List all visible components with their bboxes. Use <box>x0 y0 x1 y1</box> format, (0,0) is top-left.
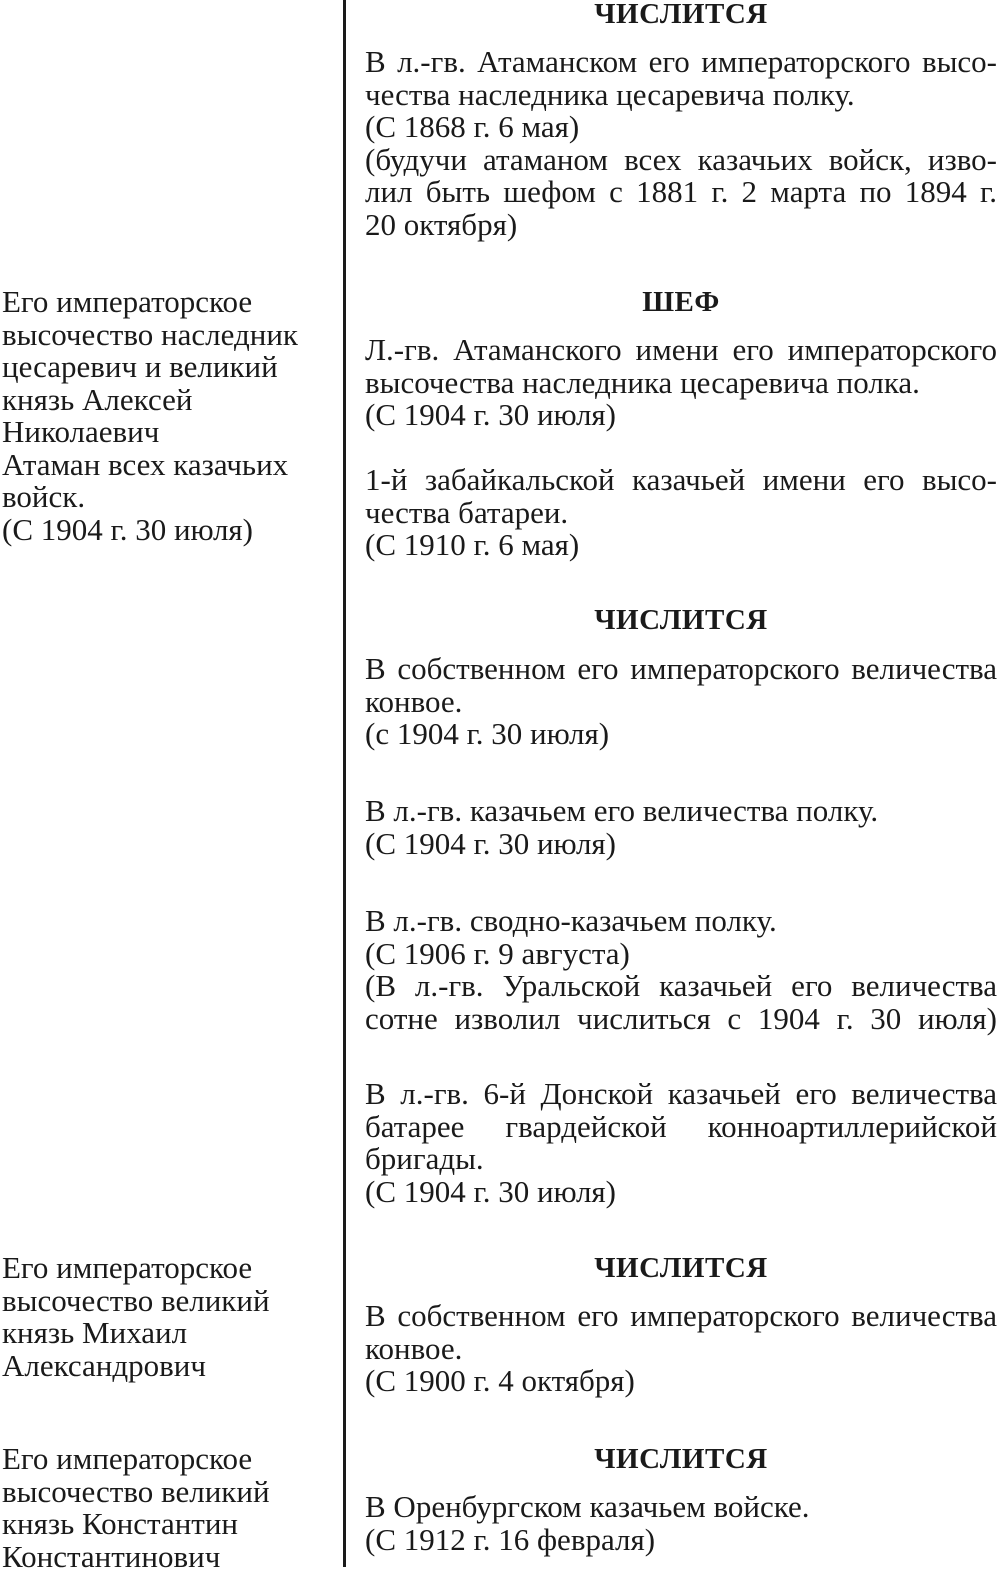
section-heading-chislitsya: ЧИСЛИТСЯ <box>594 0 768 30</box>
record-line: (В л.-гв. Уральской казачьей его величества <box>365 968 997 1003</box>
record-line: В собственном его императорского величества <box>365 1298 997 1333</box>
section-heading-chislitsya: ЧИСЛИТСЯ <box>594 1252 768 1284</box>
service-record <box>365 905 997 1035</box>
record-line: (с 1904 г. 30 июля) <box>365 716 610 751</box>
service-record <box>365 334 997 432</box>
record-line: В собственном его императорского величества <box>365 651 997 686</box>
record-line: (С 1912 г. 16 февраля) <box>365 1521 656 1557</box>
record-line: сотне изволил числиться с 1904 г. 30 июля) <box>365 1000 997 1036</box>
person-line: князь Михаил <box>2 1315 188 1350</box>
service-record <box>365 653 997 751</box>
record-line: В л.-гв. Атаманском его императорского высо- <box>365 44 997 79</box>
record-line: высочества наследника цесаревича полка. <box>365 364 920 400</box>
record-line: (С 1906 г. 9 августа) <box>365 935 630 971</box>
person-line: Александрович <box>2 1347 206 1383</box>
record-line: конвое. <box>365 1330 463 1366</box>
record-line: В л.-гв. 6-й Донской казачьей его величества <box>365 1076 997 1111</box>
person-line: войск. <box>2 479 86 514</box>
section-heading-shef: ШЕФ <box>642 286 720 318</box>
record-line: (С 1868 г. 6 мая) <box>365 109 580 144</box>
record-line: 20 октября) <box>365 206 518 242</box>
record-line: бригады. <box>365 1141 484 1176</box>
service-record <box>365 1300 997 1398</box>
person-line: (С 1904 г. 30 июля) <box>2 511 253 547</box>
service-record <box>365 46 997 241</box>
service-record <box>365 795 997 860</box>
person-entry-aleksei <box>2 286 332 546</box>
record-line: (будучи атаманом всех казачьих войск, изво- <box>365 141 997 177</box>
record-line: конвое. <box>365 683 463 719</box>
person-line: высочество великий <box>2 1282 270 1318</box>
person-entry-konstantin <box>2 1443 332 1573</box>
service-record <box>365 1078 997 1208</box>
person-line: Его императорское <box>2 1250 253 1285</box>
record-line: (С 1904 г. 30 июля) <box>365 1173 616 1209</box>
person-line: Константинович <box>2 1538 221 1574</box>
person-line: высочество великий <box>2 1473 270 1509</box>
record-line: (С 1904 г. 30 июля) <box>365 397 616 432</box>
record-line: В л.-гв. сводно-казачьем полку. <box>365 903 777 938</box>
person-line: Его императорское <box>2 284 253 319</box>
record-line: (С 1910 г. 6 мая) <box>365 527 580 562</box>
record-line: (С 1900 г. 4 октября) <box>365 1363 635 1398</box>
person-line: Его императорское <box>2 1441 253 1476</box>
record-line: чества батареи. <box>365 494 569 530</box>
record-line: 1-й забайкальской казачьей имени его высо- <box>365 462 997 497</box>
record-line: лил быть шефом с 1881 г. 2 марта по 1894 г. <box>365 174 997 209</box>
service-record <box>365 464 997 562</box>
record-line: (С 1904 г. 30 июля) <box>365 825 616 861</box>
record-line: чества наследника цесаревича полку. <box>365 76 855 112</box>
record-line: Л.-гв. Атаманского имени его императорского <box>365 332 997 367</box>
person-line: Николаевич <box>2 414 160 449</box>
person-entry-mikhail <box>2 1252 332 1382</box>
person-line: князь Алексей <box>2 381 193 417</box>
record-line: В л.-гв. казачьем его величества полку. <box>365 793 879 828</box>
service-record <box>365 1491 997 1556</box>
person-line: князь Константин <box>2 1506 239 1541</box>
section-heading-chislitsya: ЧИСЛИТСЯ <box>594 604 768 636</box>
person-line: Атаман всех казачьих <box>2 446 289 482</box>
record-line: В Оренбургском казачьем войске. <box>365 1489 810 1524</box>
column-divider <box>343 0 346 1567</box>
record-line: батарее гвардейской конноартиллерийской <box>365 1108 997 1144</box>
section-heading-chislitsya: ЧИСЛИТСЯ <box>594 1443 768 1475</box>
person-line: цесаревич и великий <box>2 349 278 384</box>
person-line: высочество наследник <box>2 316 298 352</box>
